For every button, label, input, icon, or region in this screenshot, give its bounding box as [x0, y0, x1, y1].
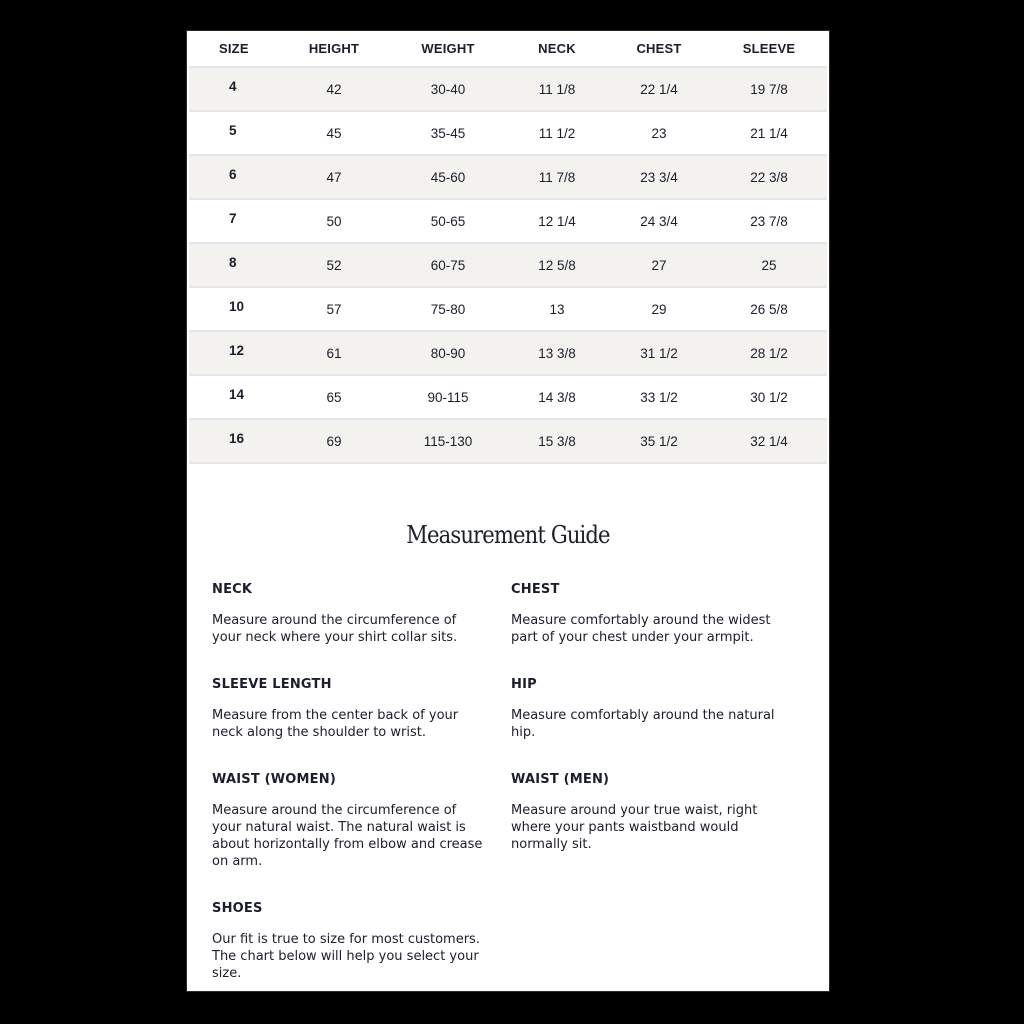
cell-weight: 30-40 [389, 67, 507, 111]
cell-height: 57 [279, 287, 389, 331]
guide-item-chest [511, 581, 786, 646]
cell-neck: 14 3/8 [507, 375, 607, 419]
cell-size: 16 [189, 419, 279, 463]
cell-weight: 115-130 [389, 419, 507, 463]
column-header-height: HEIGHT [279, 31, 389, 67]
guide-item-sleeve-length [212, 676, 487, 741]
cell-neck: 11 1/8 [507, 67, 607, 111]
cell-weight: 75-80 [389, 287, 507, 331]
guide-item-shoes [212, 900, 487, 982]
cell-chest: 23 3/4 [607, 155, 711, 199]
cell-size: 4 [189, 67, 279, 111]
guide-item-hip [511, 676, 786, 741]
cell-height: 69 [279, 419, 389, 463]
guide-heading: SLEEVE LENGTH [212, 677, 332, 692]
guide-text: Measure from the center back of your neck along the shoulder to wrist. [212, 708, 459, 740]
guide-heading: SHOES [212, 901, 263, 916]
cell-size: 12 [189, 331, 279, 375]
cell-height: 42 [279, 67, 389, 111]
cell-neck: 13 3/8 [507, 331, 607, 375]
guide-text: Measure around the circumference of your neck where your shirt collar sits. [212, 613, 458, 645]
cell-size: 10 [189, 287, 279, 331]
guide-text: Our fit is true to size for most customers. The chart below will help you select your size. [212, 932, 480, 981]
cell-sleeve: 23 7/8 [711, 199, 827, 243]
guide-item-waist-men [511, 771, 786, 853]
table-row [189, 67, 827, 111]
cell-size: 6 [189, 155, 279, 199]
cell-weight: 60-75 [389, 243, 507, 287]
table-header-row [189, 31, 827, 67]
cell-sleeve: 21 1/4 [711, 111, 827, 155]
cell-height: 52 [279, 243, 389, 287]
cell-height: 47 [279, 155, 389, 199]
cell-chest: 24 3/4 [607, 199, 711, 243]
cell-sleeve: 28 1/2 [711, 331, 827, 375]
cell-sleeve: 19 7/8 [711, 67, 827, 111]
cell-size: 8 [189, 243, 279, 287]
cell-chest: 22 1/4 [607, 67, 711, 111]
size-chart-table [189, 31, 827, 464]
guide-heading: NECK [212, 582, 253, 597]
column-header-weight: WEIGHT [389, 31, 507, 67]
table-row [189, 331, 827, 375]
cell-sleeve: 22 3/8 [711, 155, 827, 199]
cell-weight: 80-90 [389, 331, 507, 375]
guide-text: Measure around the circumference of your natural waist. The natural waist is about horizontally from elbow and crease on arm. [212, 803, 483, 869]
measurement-guide-title: Measurement Guide [406, 521, 610, 549]
table-row [189, 155, 827, 199]
table-row [189, 375, 827, 419]
cell-sleeve: 26 5/8 [711, 287, 827, 331]
column-header-sleeve: SLEEVE [711, 31, 827, 67]
column-header-neck: NECK [507, 31, 607, 67]
cell-weight: 35-45 [389, 111, 507, 155]
cell-chest: 33 1/2 [607, 375, 711, 419]
cell-size: 14 [189, 375, 279, 419]
cell-height: 45 [279, 111, 389, 155]
cell-chest: 31 1/2 [607, 331, 711, 375]
cell-neck: 12 1/4 [507, 199, 607, 243]
guide-item-neck [212, 581, 487, 646]
cell-chest: 35 1/2 [607, 419, 711, 463]
cell-weight: 50-65 [389, 199, 507, 243]
guide-item-waist-women [212, 771, 487, 870]
guide-heading: WAIST (MEN) [511, 772, 610, 787]
guide-heading: CHEST [511, 582, 560, 597]
guide-heading: HIP [511, 677, 537, 692]
cell-sleeve: 32 1/4 [711, 419, 827, 463]
cell-height: 61 [279, 331, 389, 375]
column-header-size: SIZE [189, 31, 279, 67]
cell-neck: 13 [507, 287, 607, 331]
cell-weight: 90-115 [389, 375, 507, 419]
size-guide-page [186, 30, 830, 992]
guide-heading: WAIST (WOMEN) [212, 772, 336, 787]
cell-chest: 29 [607, 287, 711, 331]
cell-chest: 27 [607, 243, 711, 287]
table-row [189, 111, 827, 155]
guide-text: Measure comfortably around the widest part of your chest under your armpit. [511, 613, 771, 645]
cell-sleeve: 25 [711, 243, 827, 287]
guide-text: Measure comfortably around the natural hip. [511, 708, 775, 740]
cell-neck: 11 7/8 [507, 155, 607, 199]
cell-neck: 11 1/2 [507, 111, 607, 155]
table-row [189, 419, 827, 463]
table-row [189, 243, 827, 287]
cell-height: 65 [279, 375, 389, 419]
cell-neck: 12 5/8 [507, 243, 607, 287]
cell-size: 7 [189, 199, 279, 243]
cell-weight: 45-60 [389, 155, 507, 199]
table-row [189, 287, 827, 331]
cell-size: 5 [189, 111, 279, 155]
cell-height: 50 [279, 199, 389, 243]
cell-neck: 15 3/8 [507, 419, 607, 463]
column-header-chest: CHEST [607, 31, 711, 67]
cell-sleeve: 30 1/2 [711, 375, 827, 419]
guide-text: Measure around your true waist, right where your pants waistband would normally sit. [511, 803, 758, 852]
cell-chest: 23 [607, 111, 711, 155]
table-row [189, 199, 827, 243]
